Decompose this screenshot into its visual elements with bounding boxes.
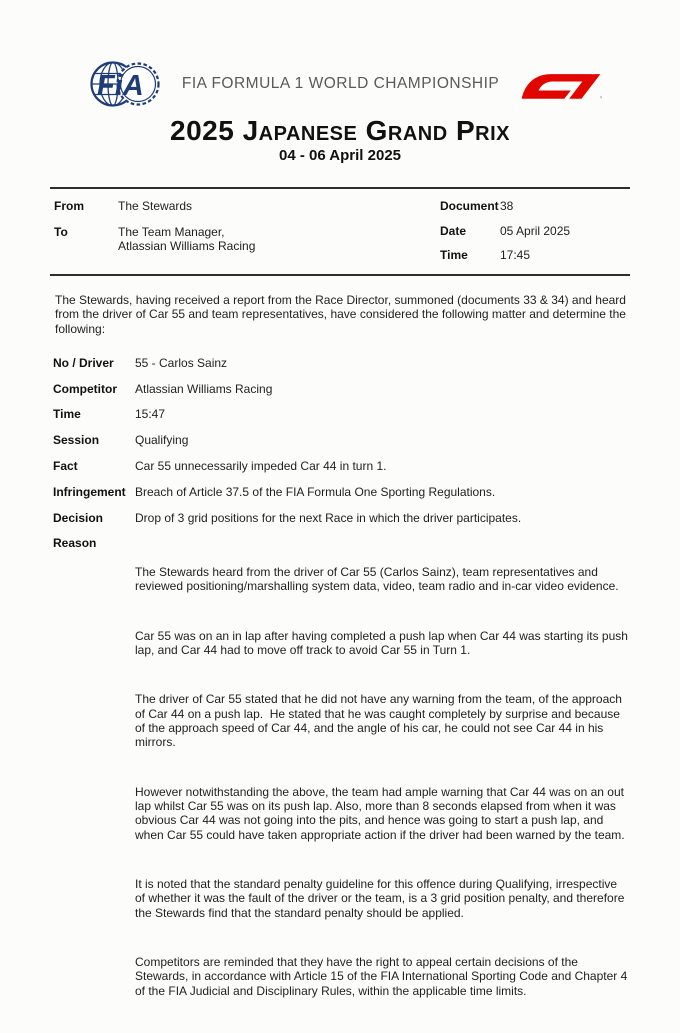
meta-table xyxy=(50,189,630,274)
competitor-value: Atlassian Williams Racing xyxy=(135,381,273,396)
event-title: 2025 Japanese Grand Prix xyxy=(170,115,510,146)
infringement-label: Infringement xyxy=(53,484,126,499)
document-row xyxy=(440,199,570,213)
to-value-line1: The Team Manager, xyxy=(118,224,225,239)
field-row-no-driver xyxy=(53,356,630,370)
from-row xyxy=(54,199,440,213)
f1-logo-icon xyxy=(520,67,602,101)
time-value: 17:45 xyxy=(500,247,531,262)
time-field-label: Time xyxy=(53,407,81,422)
document-label: Document xyxy=(440,199,499,214)
reason-label: Reason xyxy=(53,536,97,551)
reason-paragraph-2: Car 55 was on an in lap after having completed a push lap when Car 44 was starting its push lap, and Car 44 had to move off track to avoid Car 55 in Turn 1. xyxy=(135,628,632,658)
reason-paragraph-6: Competitors are reminded that they have the right to appeal certain decisions of the Stewards, in accordance with Article 15 of the FIA International Sporting Code and Chapter 4 of the FIA Judicial and Disciplinary Rules, within the applicable time limits. xyxy=(135,954,631,998)
fia-logo-icon xyxy=(88,56,162,112)
date-value: 05 April 2025 xyxy=(500,223,571,238)
to-label: To xyxy=(54,224,68,239)
from-label: From xyxy=(54,199,84,214)
no-driver-value: 55 - Carlos Sainz xyxy=(135,355,228,370)
meta-left-column xyxy=(54,199,440,262)
fia-logo-text: FiA xyxy=(97,70,144,102)
to-row xyxy=(54,225,440,253)
to-value xyxy=(118,225,255,253)
decision-value: Drop of 3 grid positions for the next Race in which the driver participates. xyxy=(135,510,522,525)
session-label: Session xyxy=(53,433,100,448)
document-page xyxy=(0,55,680,1018)
time-label: Time xyxy=(440,247,468,262)
no-driver-label: No / Driver xyxy=(53,355,114,370)
from-value: The Stewards xyxy=(118,199,193,214)
decision-fields xyxy=(53,356,630,1033)
time-field-value: 15:47 xyxy=(135,407,166,422)
event-dates: 04 - 06 April 2025 xyxy=(278,147,401,165)
infringement-value: Breach of Article 37.5 of the FIA Formula One Sporting Regulations. xyxy=(135,484,496,499)
document-value: 38 xyxy=(500,199,514,214)
field-row-time xyxy=(53,407,630,421)
championship-title: FIA FORMULA 1 WORLD CHAMPIONSHIP xyxy=(182,75,500,92)
to-value-line2: Atlassian Williams Racing xyxy=(118,238,256,253)
meta-right-column xyxy=(440,199,570,262)
reason-paragraphs xyxy=(135,536,630,1033)
time-row xyxy=(440,248,570,262)
document-header xyxy=(88,55,602,113)
competitor-label: Competitor xyxy=(53,381,117,396)
session-value: Qualifying xyxy=(135,433,189,448)
field-row-fact xyxy=(53,459,630,473)
reason-paragraph-4: However notwithstanding the above, the team had ample warning that Car 44 was on an out lap whilst Car 55 was on its push lap. Also, more than 8 seconds elapsed from when it was obvious Car 44 was not going into the pits, and hence was going to start a push lap, and when Car 55 could have taken appropriate action if the driver had been warned by the team. xyxy=(135,784,628,842)
reason-paragraph-3: The driver of Car 55 stated that he did not have any warning from the team, of the approach of Car 44 on a push lap. He stated that he was caught completely by surprise and because of the approach speed of Car 44, and the angle of his car, he could not see Car 44 in his mirrors. xyxy=(135,692,626,750)
decision-label: Decision xyxy=(53,510,104,525)
intro-paragraph: The Stewards, having received a report from the Race Director, summoned (documents 33 & 34) and heard from the driver of Car 55 and team representatives, have considered the following matter and determine the following: xyxy=(55,293,630,336)
field-row-infringement xyxy=(53,485,630,499)
field-row-reason xyxy=(53,536,630,1033)
field-row-competitor xyxy=(53,382,630,396)
reason-paragraph-5: It is noted that the standard penalty guideline for this offence during Qualifying, irrespective of whether it was the fault of the driver or the team, is a 3 grid position penalty, and therefore the Stewards find that the standard penalty should be applied. xyxy=(135,877,628,920)
field-row-session xyxy=(53,433,630,447)
date-label: Date xyxy=(440,223,467,238)
field-row-decision xyxy=(53,511,630,525)
reason-paragraph-1: The Stewards heard from the driver of Car 55 (Carlos Sainz), team representatives and reviewed positioning/marshalling system data, video, team radio and in-car video evidence. xyxy=(135,565,619,594)
title-block xyxy=(0,116,680,164)
date-row xyxy=(440,224,570,238)
divider-bottom xyxy=(50,274,630,276)
fact-value: Car 55 unnecessarily impeded Car 44 in turn 1. xyxy=(135,459,387,474)
fact-label: Fact xyxy=(53,459,78,474)
